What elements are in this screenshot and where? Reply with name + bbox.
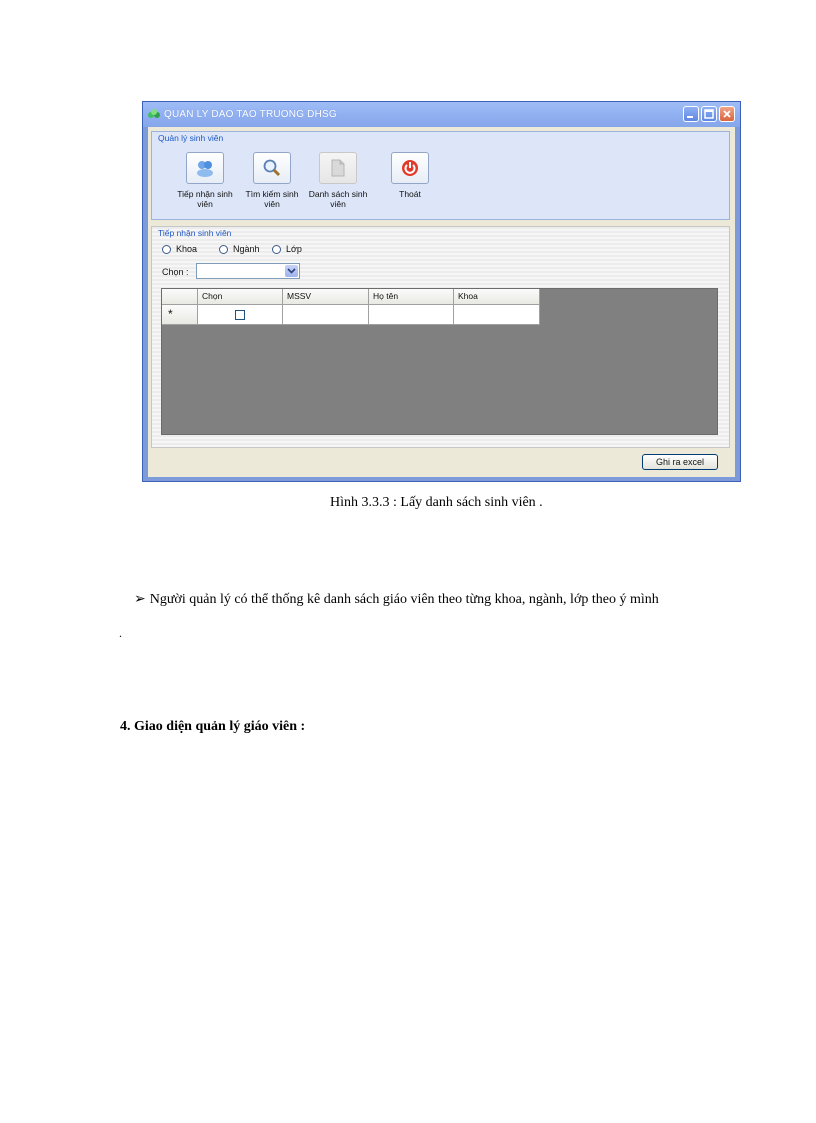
maximize-icon [702,107,716,121]
dropdown-button[interactable] [285,265,298,277]
minimize-button[interactable] [683,106,699,122]
app-icon [147,108,161,120]
chevron-down-icon [287,268,296,274]
tool-label: Danh sách sinh viên [308,189,368,209]
window-client-area [148,127,735,477]
users-icon [195,158,215,178]
tool-label: Thoát [399,189,421,199]
radio-lop[interactable]: Lớp [272,244,302,254]
radio-nganh[interactable]: Ngành [219,244,260,254]
arrow-bullet-icon: ➢ [134,592,146,607]
tool-label: Tìm kiếm sinh viên [245,189,299,209]
student-management-group [151,131,730,220]
minimize-icon [684,107,698,121]
power-icon [400,158,420,178]
column-header-chon[interactable]: Chọn [198,289,283,305]
tool-label: Tiếp nhận sinh viên [177,189,233,209]
new-row-marker: * [162,305,198,325]
column-header-mssv[interactable]: MSSV [283,289,369,305]
chon-combobox[interactable] [196,263,300,279]
cell-mssv[interactable] [283,305,369,325]
chon-label: Chọn : [162,267,189,277]
grid-header-row [162,289,540,305]
paragraph-text: Người quản lý có thể thống kê danh sách giáo viên theo từng khoa, ngành, lớp theo ý mình [149,592,659,607]
column-header-khoa[interactable]: Khoa [454,289,540,305]
group-title-student-management: Quản lý sinh viên [158,133,224,143]
receive-student-button[interactable] [174,152,236,209]
student-data-grid[interactable] [161,288,718,435]
close-button[interactable] [719,106,735,122]
figure-caption: Hình 3.3.3 : Lấy danh sách sinh viên . [330,495,543,510]
receive-student-group [151,226,730,448]
export-excel-button[interactable]: Ghi ra excel [642,454,718,470]
window-title: QUAN LY DAO TAO TRUONG DHSG [164,109,337,120]
exit-button[interactable] [379,152,441,199]
cell-khoa[interactable] [454,305,540,325]
group-title-receive-student: Tiếp nhận sinh viên [158,228,232,238]
section-heading: 4. Giao diện quản lý giáo viên : [120,719,306,734]
table-row[interactable] [162,305,540,325]
student-list-button[interactable] [307,152,369,209]
select-checkbox[interactable] [235,310,245,320]
cell-ho-ten[interactable] [369,305,454,325]
bullet-paragraph [134,591,659,608]
cell-chon[interactable] [198,305,283,325]
document-list-icon [328,158,348,178]
search-student-button[interactable] [241,152,303,209]
paragraph-end-mark: . [119,626,122,640]
app-window [142,101,741,482]
close-icon [720,107,734,121]
maximize-button[interactable] [701,106,717,122]
magnifier-icon [262,158,282,178]
row-header-corner [162,289,198,305]
radio-khoa[interactable]: Khoa [162,244,197,254]
column-header-ho-ten[interactable]: Họ tên [369,289,454,305]
title-bar[interactable] [143,102,740,127]
